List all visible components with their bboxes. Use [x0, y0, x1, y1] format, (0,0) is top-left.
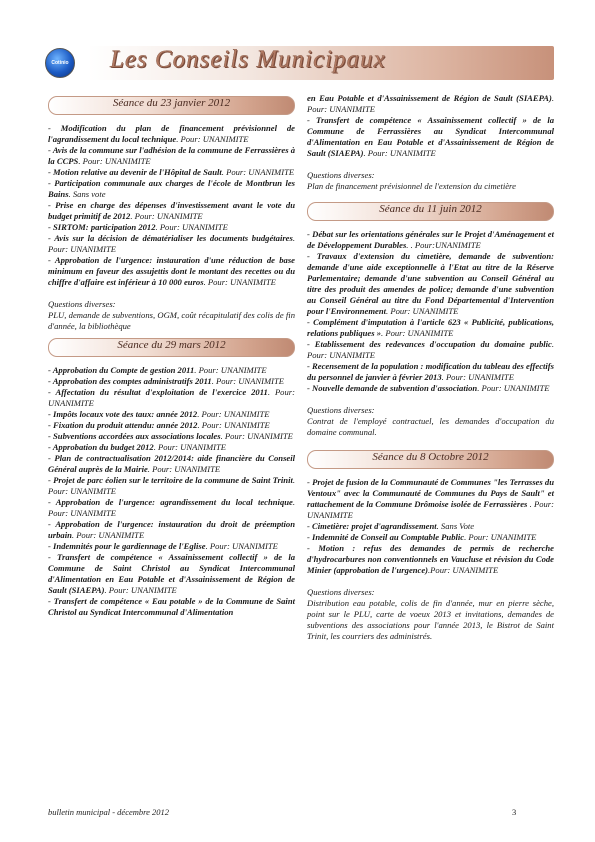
agenda-item-title: - Approbation de l'urgence: instauration d'une réduction de base minimum en faveur des assujettis dont le montant des recettes ou du chiffre d'affaire est inférieur à 10 000 euros: [48, 255, 295, 287]
agenda-item-vote: . Pour: UNANIMITE: [307, 93, 554, 114]
agenda-item-title: - Affectation du résultat d'exploitation de l'exercice 2011: [48, 387, 268, 397]
questions-title: Questions diverses:: [307, 405, 375, 415]
agenda-item-title: - Débat sur les orientations générales sur le Projet d'Aménagement et de Développement Durables: [307, 229, 554, 250]
agenda-item-vote: . Pour: UNANIMITE: [203, 277, 276, 287]
agenda-item-title: - Participation communale aux charges de l'école de Montbrun les Bains: [48, 178, 295, 199]
right-column: [307, 93, 554, 642]
agenda-item: [48, 178, 295, 200]
item-list: [48, 123, 295, 288]
agenda-item-vote: . Pour: UNANIMITE: [153, 442, 227, 452]
agenda-item-title: - Projet de fusion de la Communauté de Communes "les Terrasses du Ventoux" avec la Communauté de Communes du Pays de Sault" et rattachement de la Commune Drômoise isolée de Ferrassières: [307, 477, 554, 509]
agenda-item-vote: . Pour: UNANIMITE: [155, 222, 228, 232]
agenda-item: [307, 317, 554, 339]
questions-text: Contrat de l'employé contractuel, les demandes d'occupation du domaine communal.: [307, 416, 554, 437]
agenda-item-title: - Nouvelle demande de subvention d'association: [307, 383, 478, 393]
agenda-item: [307, 477, 554, 521]
agenda-item-title: - Subventions accordées aux associations locales: [48, 431, 221, 441]
agenda-item: [48, 200, 295, 222]
agenda-item-title: - Prise en charge des dépenses d'investissement avant le vote du budget primitif de 2012: [48, 200, 295, 221]
agenda-item-vote: . Pour: UNANIMITE: [381, 328, 454, 338]
agenda-item-title: - Approbation de l'urgence: agrandissement du local technique: [48, 497, 293, 507]
agenda-item: [307, 93, 554, 115]
agenda-item-vote: . Pour: UNANIMITE: [197, 420, 270, 430]
agenda-item-vote: . Pour: UNANIMITE: [48, 497, 295, 518]
agenda-item-title: - Avis sur la décision de dématérialiser les documents budgétaires: [48, 233, 293, 243]
agenda-item-title: - Transfert de compétence « Eau potable » de la Commune de Saint Christol au Syndicat Intercommunal d'Alimentation: [48, 596, 295, 617]
agenda-item-title: - SIRTOM: participation 2012: [48, 222, 156, 232]
agenda-item-vote: . Pour: UNANIMITE: [363, 148, 436, 158]
agenda-item-title: en Eau Potable et d'Assainissement de Région de Sault (SIAEPA): [307, 93, 552, 103]
page-number: 3: [512, 807, 517, 817]
agenda-item-title: - Approbation du budget 2012: [48, 442, 154, 452]
agenda-item-vote: . Pour: UNANIMITE: [221, 167, 295, 177]
agenda-item-vote: . Pour: UNANIMITE: [71, 530, 145, 540]
agenda-item-title: - Plan de contractualisation 2012/2014: aide financière du Conseil Général auprès de la Mairie: [48, 453, 295, 474]
agenda-item-title: - Motion : refus des demandes de permis de recherche d'hydrocarbures non conventionnels en Vaucluse et révision du Code Minier (approbation de l'urgence): [307, 543, 554, 575]
agenda-item: [307, 361, 554, 383]
agenda-item-vote: . Pour: UNANIMITE: [211, 376, 285, 386]
agenda-item: [48, 123, 295, 145]
agenda-item-vote: . Pour: UNANIMITE: [48, 233, 295, 254]
agenda-item-title: - Avis de la commune sur l'adhésion de la commune de Ferrassières à la CCPS: [48, 145, 295, 166]
left-column: [48, 93, 295, 618]
agenda-item: [307, 543, 554, 576]
agenda-item-title: - Indemnité de Conseil au Comptable Public: [307, 532, 465, 542]
agenda-item: [307, 532, 554, 543]
agenda-item-title: - Projet de parc éolien sur le territoire de la commune de Saint Trinit: [48, 475, 293, 485]
item-list: [48, 365, 295, 618]
agenda-item: [307, 251, 554, 317]
agenda-item-title: - Transfert de compétence « Assainissement collectif » de la Commune de Saint Christol au Syndicat Intercommunal d'Alimentation en Eau Potable et d'Assainissement de Région de Sault (SIAEPA): [48, 552, 295, 595]
agenda-item: [48, 475, 295, 497]
agenda-item-vote: . Pour: UNANIMITE: [48, 387, 295, 408]
logo-icon: [45, 48, 75, 78]
agenda-item-vote: . Pour: UNANIMITE: [220, 431, 293, 441]
item-list: [307, 477, 554, 576]
agenda-item: [48, 145, 295, 167]
agenda-item-vote: . Pour: UNANIMITE: [441, 372, 514, 382]
questions-text: Plan de financement prévisionnel de l'extension du cimetière: [307, 181, 516, 191]
agenda-item: [48, 431, 295, 442]
agenda-item: [307, 383, 554, 394]
session-title: Séance du 29 mars 2012: [117, 339, 226, 351]
agenda-item-vote: . Pour: UNANIMITE: [147, 464, 221, 474]
agenda-item-vote: . Pour: UNANIMITE: [176, 134, 249, 144]
agenda-item-vote: . Pour: UNANIMITE: [78, 156, 151, 166]
agenda-item: [48, 453, 295, 475]
agenda-item: [307, 115, 554, 159]
agenda-item-vote: . Pour: UNANIMITE: [205, 541, 278, 551]
questions-title: Questions diverses:: [48, 299, 116, 309]
agenda-item-vote: . Pour: UNANIMITE: [48, 475, 295, 496]
agenda-item-title: - Motion relative au devenir de l'Hôpital de Sault: [48, 167, 222, 177]
agenda-item: [48, 596, 295, 618]
agenda-item: [48, 442, 295, 453]
agenda-item: [48, 387, 295, 409]
agenda-item-title: - Approbation des comptes administratifs 2011: [48, 376, 212, 386]
agenda-item: [48, 519, 295, 541]
agenda-item-vote: .Pour: UNANIMITE: [428, 565, 499, 575]
agenda-item: [307, 339, 554, 361]
agenda-item: [48, 420, 295, 431]
agenda-item-title: - Complément d'imputation à l'article 623 « Publicité, publications, relations publiques »: [307, 317, 554, 338]
page-header: [40, 42, 554, 82]
agenda-item: [48, 409, 295, 420]
agenda-item: [48, 376, 295, 387]
logo-text: Cotinio: [51, 60, 69, 66]
agenda-item-title: - Cimetière: projet d'agrandissement: [307, 521, 437, 531]
agenda-item: [48, 233, 295, 255]
agenda-item: [307, 229, 554, 251]
session-title: Séance du 11 juin 2012: [379, 203, 482, 215]
agenda-item-vote: . Pour: UNANIMITE: [197, 409, 270, 419]
questions-title: Questions diverses:: [307, 170, 375, 180]
agenda-item-vote: . Pour: UNANIMITE: [307, 499, 554, 520]
session-header: [307, 450, 554, 468]
agenda-item: [48, 167, 295, 178]
agenda-item-title: - Travaux d'extension du cimetière, demande de subvention: demande d'une aide exceptionnelle à l'Etat au titre de la Réserve Parlementaire; demande d'une subvention au Conseil Général au titre des produit des amendes de police; demande d'une subvention au Conseil Général au titre du Fond Départemental d'Intervention pour l'Environnement: [307, 251, 554, 316]
page-title: Les Conseils Municipaux: [110, 46, 386, 73]
agenda-item: [48, 541, 295, 552]
session-header: [48, 96, 295, 114]
agenda-item-vote: . Pour: UNANIMITE: [386, 306, 459, 316]
agenda-item-vote: . Pour: UNANIMITE: [307, 339, 554, 360]
agenda-item: [48, 497, 295, 519]
questions-text: Distribution eau potable, colis de fin d'année, mur en pierre sèche, point sur le PLU, carte de voeux 2013 et invitations, demandes de subventions des associations pour l'année 2013, le Bistrot de Saint Trinit, les courriers des administrés.: [307, 598, 554, 641]
agenda-item-title: - Recensement de la population : modification du tableau des effectifs du personnel de janvier à février 2013: [307, 361, 554, 382]
agenda-item: [48, 365, 295, 376]
agenda-item-title: - Approbation de l'urgence: instauration du droit de préemption urbain: [48, 519, 295, 540]
agenda-item: [48, 222, 295, 233]
agenda-item-vote: . . Pour:UNANIMITE: [406, 240, 481, 250]
item-list: [307, 93, 554, 159]
questions-text: PLU, demande de subventions, OGM, coût récapitulatif des colis de fin d'année, la bibliothèque: [48, 310, 295, 331]
agenda-item-title: - Fixation du produit attendu: année 2012: [48, 420, 198, 430]
session-title: Séance du 8 Octobre 2012: [372, 451, 489, 463]
session-header: [307, 202, 554, 220]
agenda-item: [307, 521, 554, 532]
agenda-item: [48, 255, 295, 288]
agenda-item-vote: . Sans vote: [68, 189, 106, 199]
agenda-item-vote: . Pour: UNANIMITE: [104, 585, 177, 595]
agenda-item-vote: . Sans Vote: [436, 521, 475, 531]
footer-label: bulletin municipal - décembre 2012: [48, 807, 170, 817]
agenda-item-title: - Indemnités pour le gardiennage de l'Eglise: [48, 541, 206, 551]
item-list: [307, 229, 554, 394]
session-header: [48, 338, 295, 356]
agenda-item-title: - Transfert de compétence « Assainissement collectif » de la Commune de Ferrassières au Syndicat Intercommunal d'Alimentation en Eau Potable et d'Assainissement de Région de Sault (SIAEPA): [307, 115, 554, 158]
agenda-item: [48, 552, 295, 596]
agenda-item-title: - Modification du plan de financement prévisionnel de l'agrandissement du local technique: [48, 123, 295, 144]
agenda-item-title: - Etablissement des redevances d'occupation du domaine public: [307, 339, 552, 349]
questions-title: Questions diverses:: [307, 587, 375, 597]
agenda-item-vote: . Pour: UNANIMITE: [464, 532, 537, 542]
agenda-item-title: - Approbation du Compte de gestion 2011: [48, 365, 195, 375]
agenda-item-vote: . Pour: UNANIMITE: [194, 365, 267, 375]
agenda-item-vote: . Pour: UNANIMITE: [130, 211, 203, 221]
agenda-item-vote: . Pour: UNANIMITE: [477, 383, 550, 393]
session-title: Séance du 23 janvier 2012: [112, 97, 231, 109]
agenda-item-title: - Impôts locaux vote des taux: année 2012: [48, 409, 198, 419]
